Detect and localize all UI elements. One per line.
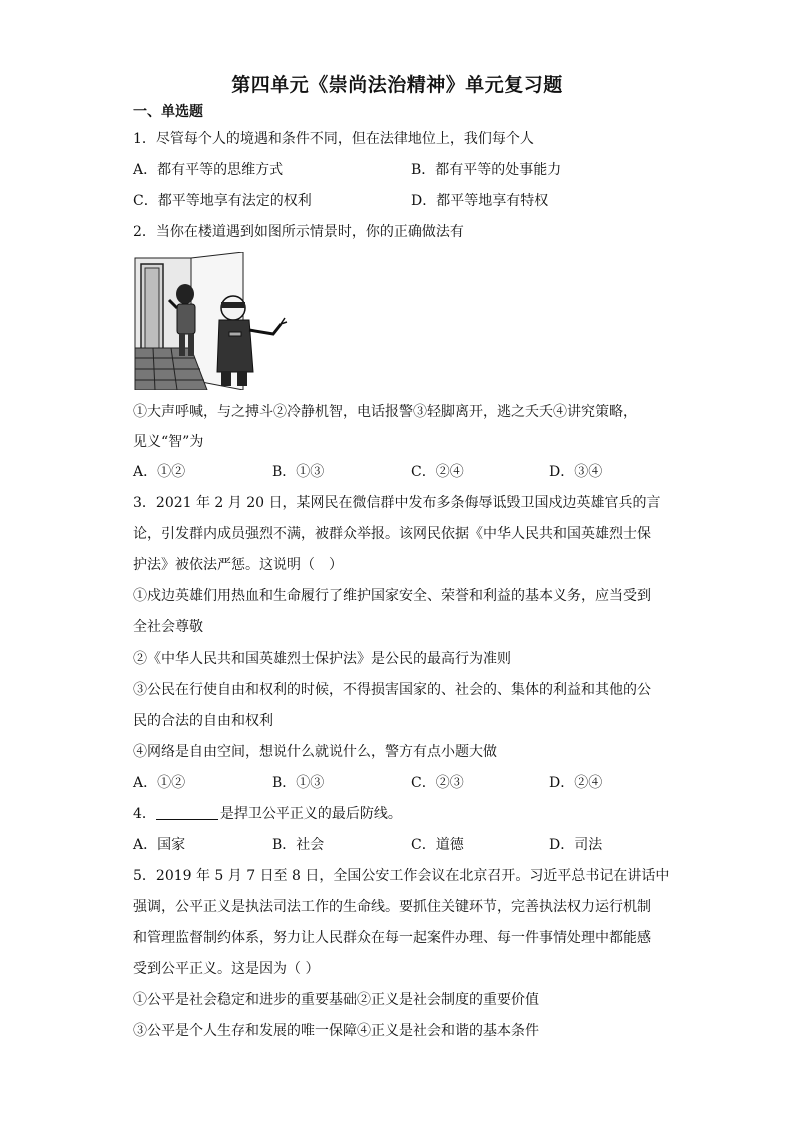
q2-option-a: A．①② [133,464,186,480]
q2-option-c: C．②④ [411,464,464,480]
section-heading: 一、单选题 [133,104,203,120]
hallway-robbery-illustration [133,252,294,390]
q4-option-b: B．社会 [272,837,325,853]
q3-statement-1a: ①戍边英雄们用热血和生命履行了维护国家安全、荣誉和利益的基本义务，应当受到 [133,588,651,604]
q3-option-d: D．②④ [549,775,603,791]
q5-stem-line1: 5．2019 年 5 月 7 日至 8 日，全国公安工作会议在北京召开。习近平总书记在讲话中 [133,868,670,884]
q2-statements-line2: 见义“智”为 [133,434,204,450]
q3-stem-line2: 论，引发群内成员强烈不满，被群众举报。该网民依据《中华人民共和国英雄烈士保 [133,526,651,542]
answer-blank [156,805,218,820]
q2-stem: 2．当你在楼道遇到如图所示情景时，你的正确做法有 [133,224,464,240]
q1-option-b: B．都有平等的处事能力 [411,162,562,178]
q3-statement-1b: 全社会尊敬 [133,619,203,635]
q1-option-d: D．都平等地享有特权 [411,193,549,209]
q3-stem-line3: 护法》被依法严惩。这说明（ ） [133,557,343,573]
q3-statement-2: ②《中华人民共和国英雄烈士保护法》是公民的最高行为准则 [133,651,511,667]
q3-option-b: B．①③ [272,775,325,791]
q5-statements-3-4: ③公平是个人生存和发展的唯一保障④正义是社会和谐的基本条件 [133,1023,539,1039]
q2-option-d: D．③④ [549,464,603,480]
q2-option-b: B．①③ [272,464,325,480]
q3-option-a: A．①② [133,775,186,791]
q3-statement-4: ④网络是自由空间，想说什么就说什么，警方有点小题大做 [133,744,497,760]
q5-stem-line2: 强调，公平正义是执法司法工作的生命线。要抓住关键环节，完善执法权力运行机制 [133,899,651,915]
q3-statement-3a: ③公民在行使自由和权利的时候，不得损害国家的、社会的、集体的利益和其他的公 [133,682,651,698]
q3-stem-line1: 3．2021 年 2 月 20 日，某网民在微信群中发布多条侮辱诋毁卫国戍边英雄官兵的言 [133,495,661,511]
q4-text: 是捍卫公平正义的最后防线。 [219,806,402,822]
q5-stem-line4: 受到公平正义。这是因为（ ） [133,961,320,977]
q1-option-c: C．都平等地享有法定的权利 [133,193,312,209]
q4-number: 4． [133,806,156,822]
page-title: 第四单元《崇尚法治精神》单元复习题 [231,74,563,96]
q3-option-c: C．②③ [411,775,464,791]
q4-stem [133,804,402,824]
q4-option-c: C．道德 [411,837,464,853]
q5-stem-line3: 和管理监督制约体系，努力让人民群众在每一起案件办理、每一件事情处理中都能感 [133,930,651,946]
q1-stem: 1．尽管每个人的境遇和条件不同，但在法律地位上，我们每个人 [133,131,534,147]
q2-statements-line1: ①大声呼喊，与之搏斗②冷静机智，电话报警③轻脚离开，逃之夭夭④讲究策略， [133,404,637,420]
q4-option-d: D．司法 [549,837,603,853]
q4-option-a: A．国家 [133,837,186,853]
q5-statements-1-2: ①公平是社会稳定和进步的重要基础②正义是社会制度的重要价值 [133,992,539,1008]
q3-statement-3b: 民的合法的自由和权利 [133,713,273,729]
q1-option-a: A．都有平等的思维方式 [133,162,284,178]
